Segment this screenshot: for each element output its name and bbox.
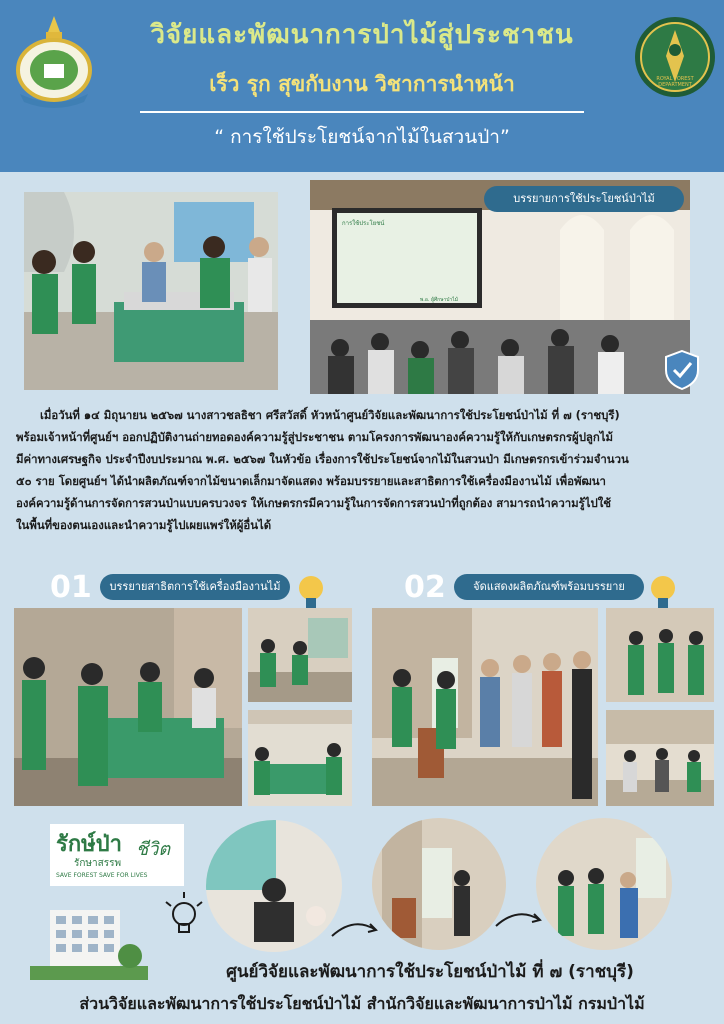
exhibit-photo-main (372, 608, 598, 806)
arrow-right-icon (494, 906, 544, 934)
section-label-1: บรรยายสาธิตการใช้เครื่องมืองานไม้ (100, 574, 290, 600)
body-line: ๕๐ ราย โดยศูนย์ฯ ได้นำผลิตภัณฑ์จากไม้ขนาดเล็กมาจัดแสดง พร้อมบรรยายและสาธิตการใช้เครื่องมืองานไม้ เพื่อพัฒนา (16, 474, 606, 488)
demo-photo-2 (248, 608, 352, 702)
article-body (16, 404, 706, 536)
exhibit-photo-3 (606, 710, 714, 806)
exhibit-photo-2 (606, 608, 714, 702)
page-title: วิจัยและพัฒนาการป่าไม้สู่ประชาชน (150, 20, 574, 50)
exhibit-circle-photo (372, 818, 506, 950)
slide-footer: พ.อ. ผู้ศึกษาป่าไม้ (420, 297, 459, 303)
slide-title: การใช้ประโยชน์ (342, 220, 385, 227)
body-line: องค์ความรู้ด้านการจัดการสวนป่าแบบครบวงจร ให้เกษตรกรมีความรู้ในการจัดการสวนป่าที่ถูกต้อง สามารถนำความรู้ไปใช้ (16, 496, 612, 510)
topic-quote: “ การใช้ประโยชน์จากไม้ในสวนป่า” (214, 126, 510, 148)
divider (140, 111, 584, 113)
save-forest-sub: รักษาสรรพ (74, 858, 122, 869)
page-subtitle: เร็ว รุก สุขกับงาน วิชาการนำหน้า (209, 72, 515, 96)
save-forest-tagline: SAVE FOREST SAVE FOR LIVES (56, 872, 148, 879)
demo-photo-3 (248, 710, 352, 806)
save-forest-main: รักษ์ป่า (56, 832, 122, 857)
body-line: เมื่อวันที่ ๑๔ มิถุนายน ๒๕๖๗ นางสาวชลธิชา ศรีสวัสดิ์ หัวหน้าศูนย์วิจัยและพัฒนาการใช้ประโยชน์ป่าไม้ ที่ ๗ (ราชบุรี) (40, 408, 620, 422)
lightbulb-icon (648, 574, 678, 612)
woodworking-photo (24, 192, 278, 390)
lecture-hall-photo (310, 180, 690, 394)
section-number-2: 02 (404, 570, 446, 605)
demo-photo-main (14, 608, 242, 806)
section-label-2: จัดแสดงผลิตภัณฑ์พร้อมบรรยาย (454, 574, 644, 600)
save-forest-script: ชีวิต (136, 839, 171, 860)
lightbulb-icon (296, 574, 326, 612)
building-photo (30, 900, 148, 980)
rfd-logo-text: ROYAL FOREST DEPARTMENT (656, 76, 694, 88)
speaker-circle-photo (206, 820, 342, 952)
body-line: ในพื้นที่ของตนเองและนำความรู้ไปเผยแพร่ให้ผู้อื่นได้ (16, 518, 272, 532)
shield-check-icon (664, 350, 700, 390)
group-circle-photo (536, 818, 672, 950)
lecture-label: บรรยายการใช้ประโยชน์ป่าไม้ (484, 186, 684, 212)
save-forest-logo (50, 824, 184, 886)
body-line: มีค่าทางเศรษฐกิจ ประจำปีงบประมาณ พ.ศ. ๒๕๖๗ ในหัวข้อ เรื่องการใช้ประโยชน์จากไม้ในสวนป่า มีเกษตรกรเข้าร่วมจำนวน (16, 452, 629, 466)
footer-division-name: ส่วนวิจัยและพัฒนาการใช้ประโยชน์ป่าไม้ สำนักวิจัยและพัฒนาการป่าไม้ กรมป่าไม้ (79, 994, 645, 1013)
footer-center-name: ศูนย์วิจัยและพัฒนาการใช้ประโยชน์ป่าไม้ ที่ ๗ (ราชบุรี) (226, 962, 634, 982)
section-number-1: 01 (50, 570, 92, 605)
arrow-right-icon (330, 916, 380, 944)
body-line: พร้อมเจ้าหน้าที่ศูนย์ฯ ออกปฏิบัติงานถ่ายทอดองค์ความรู้สู่ประชาชน ตามโครงการพัฒนาองค์ความรู้ให้กับเกษตรกรผู้ปลูกไม้ (16, 430, 614, 444)
idea-bulb-icon (162, 890, 206, 946)
